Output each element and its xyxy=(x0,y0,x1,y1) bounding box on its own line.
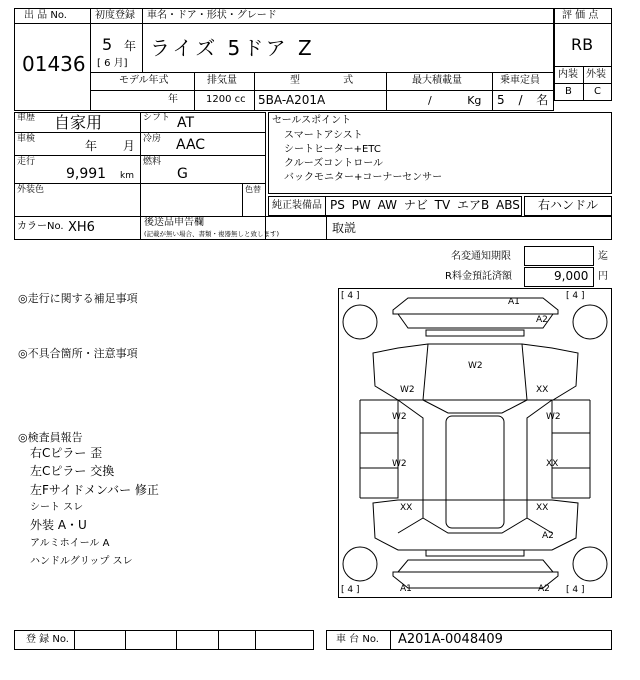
shift-label: シフト xyxy=(143,113,171,123)
chassis-number-label: 車 台 No. xyxy=(336,634,379,645)
damage-mark: W2 xyxy=(400,385,415,395)
car-damage-diagram xyxy=(338,288,612,598)
sales-points-label: セールスポイント xyxy=(272,115,352,126)
sales-point-item: スマートアシスト xyxy=(284,130,363,141)
mileage-value: 9,991 xyxy=(66,166,107,182)
first-reg-label: 初度登録 xyxy=(95,10,135,21)
tire-front-right xyxy=(573,305,607,339)
tire-label: [ 4 ] xyxy=(566,585,585,595)
transfer-deadline-label: 名変通知期限 xyxy=(451,251,511,262)
sales-point-item: バックモニター+コーナーセンサー xyxy=(284,172,443,183)
inspector-report-line: ハンドルグリップ スレ xyxy=(30,556,133,567)
inspector-report-line: シート スレ xyxy=(30,502,84,513)
damage-mark: A2 xyxy=(542,531,554,541)
inspector-report-line: 左Fサイドメンバー 修正 xyxy=(30,483,159,497)
inspector-report-line: 外装 A・U xyxy=(30,518,87,532)
max-load-value: / Kg xyxy=(428,94,482,107)
tire-label: [ 4 ] xyxy=(566,291,585,301)
damage-mark: W2 xyxy=(392,459,407,469)
postsale-label: 後送品申告欄 xyxy=(144,217,204,228)
postsale-note: (記載が無い場合、書類・複器無しと致します) xyxy=(144,230,280,238)
damage-mark: A1 xyxy=(508,297,520,307)
tire-rear-right xyxy=(573,547,607,581)
damage-mark: XX xyxy=(546,459,559,469)
inspection-label: 車検 xyxy=(17,134,36,144)
transfer-deadline-suffix: 迄 xyxy=(598,251,608,262)
first-reg-month: [ 6 月] xyxy=(97,58,128,69)
recycle-fee-label: R料金預託済額 xyxy=(445,271,512,282)
color-no-value: XH6 xyxy=(68,220,95,235)
inspector-report-line: 左Cピラー 交換 xyxy=(30,464,115,478)
fuel-label: 燃料 xyxy=(143,157,162,167)
chassis-number-value: A201A-0048409 xyxy=(398,632,503,647)
model-year-label: モデル年式 xyxy=(119,75,169,86)
interior-score: B xyxy=(565,86,572,97)
damage-mark: XX xyxy=(536,503,549,513)
displacement-label: 排気量 xyxy=(207,75,237,86)
max-load-label: 最大積載量 xyxy=(412,75,462,86)
interior-label: 内装 xyxy=(558,69,578,80)
damage-mark: A1 xyxy=(400,584,412,594)
damage-mark: XX xyxy=(400,503,413,513)
inspector-report-line: 右Cピラー 歪 xyxy=(30,446,103,460)
ac-label: 冷房 xyxy=(143,134,162,144)
damage-mark: W2 xyxy=(468,361,483,371)
inspection-value: 年 月 xyxy=(85,139,135,153)
driving-notes-heading: ◎走行に関する補足事項 xyxy=(18,292,138,305)
tire-rear-left xyxy=(343,547,377,581)
ac-value: AAC xyxy=(176,137,206,153)
damage-mark: W2 xyxy=(392,412,407,422)
tire-front-left xyxy=(343,305,377,339)
history-label: 車歴 xyxy=(17,113,36,123)
fuel-value: G xyxy=(177,166,188,182)
tire-label: [ 4 ] xyxy=(341,585,360,595)
exterior-label: 外装 xyxy=(586,69,606,80)
inspector-report-line: アルミホイール A xyxy=(30,538,110,549)
type-value: 5BA-A201A xyxy=(258,93,326,107)
exterior-score: C xyxy=(594,86,601,97)
registration-number-label: 登 録 No. xyxy=(26,634,69,645)
equipment-label: 純正装備品 xyxy=(272,200,322,211)
score-label: 評 価 点 xyxy=(562,10,599,21)
damage-mark: A2 xyxy=(538,584,550,594)
mileage-unit: km xyxy=(120,171,134,181)
lot-number-label: 出 品 No. xyxy=(24,10,67,21)
defect-notes-heading: ◎不具合箇所・注意事項 xyxy=(18,347,138,360)
model-year-value: 年 xyxy=(168,94,178,105)
equipment-value: PS PW AW ナビ TV エアB ABS xyxy=(330,198,520,212)
first-reg-year-unit: 年 xyxy=(124,39,137,53)
postsale-value: 取説 xyxy=(332,221,357,235)
color-change-label: 色替 xyxy=(245,185,261,194)
type-label: 型 式 xyxy=(290,75,354,86)
sales-point-item: シートヒーター+ETC xyxy=(284,144,381,155)
score-value: RB xyxy=(571,35,594,54)
model-title: ライズ 5ドア Z xyxy=(150,36,315,60)
capacity-label: 乗車定員 xyxy=(500,75,540,86)
sales-point-item: クルーズコントロール xyxy=(284,158,383,169)
recycle-fee-value: 9,000 xyxy=(554,269,589,283)
first-reg-year: 5 xyxy=(102,35,113,54)
tire-label: [ 4 ] xyxy=(341,291,360,301)
recycle-fee-unit: 円 xyxy=(598,271,608,282)
history-value: 自家用 xyxy=(54,113,103,132)
steering-value: 右ハンドル xyxy=(538,198,599,212)
displacement-value: 1200 cc xyxy=(206,94,246,105)
shift-value: AT xyxy=(177,115,195,131)
model-title-label: 車名・ドア・形状・グレード xyxy=(147,10,277,21)
capacity-value: 5 / 名 xyxy=(497,93,549,107)
ext-color-label: 外装色 xyxy=(17,185,45,195)
inspector-report-heading: ◎検査員報告 xyxy=(18,431,83,444)
color-no-label: カラーNo. xyxy=(17,221,64,232)
mileage-label: 走行 xyxy=(17,157,36,167)
damage-mark: W2 xyxy=(546,412,561,422)
lot-number: 01436 xyxy=(22,52,86,76)
damage-mark: XX xyxy=(536,385,549,395)
damage-mark: A2 xyxy=(536,315,548,325)
transfer-deadline-value xyxy=(524,246,594,266)
